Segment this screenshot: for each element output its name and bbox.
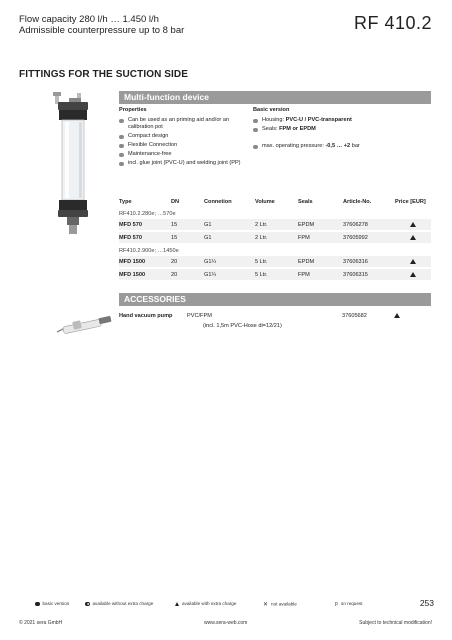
list-item: incl. glue joint (PVC-U) and welding joint (PP) [119, 160, 247, 167]
list-item: Flexible Connection [119, 142, 247, 149]
half-dot-icon [85, 602, 90, 607]
col-price: Price [EUR] [395, 198, 426, 205]
col-article: Article-No. [343, 198, 372, 205]
bullet-icon [119, 162, 124, 167]
col-seals: Seals [298, 198, 313, 205]
multifunction-device-image [47, 88, 99, 238]
table-header [119, 195, 431, 208]
bullet-icon [253, 119, 258, 124]
col-volume: Volume [255, 198, 275, 205]
cross-icon: ✕ [263, 602, 269, 608]
legend-without-charge: available without extra charge [85, 601, 153, 606]
bullet-icon [253, 128, 258, 133]
table-row: MFD 1500 20 G1¼ 5 Ltr. FPM 37606315 [119, 268, 431, 281]
seals-item: Seals: FPM or EPDM [253, 126, 423, 133]
list-item: Compact design [119, 133, 247, 140]
bullet-icon [119, 135, 124, 140]
bullet-icon [119, 144, 124, 149]
product-code: RF 410.2 [353, 13, 432, 33]
product-bar: Multi-function device [119, 91, 431, 104]
accessory-note: (incl. 1,5m PVC-Hose di=12/21) [203, 323, 282, 329]
page-number: 253 [419, 598, 434, 608]
bullet-icon [253, 145, 258, 150]
extra-charge-triangle-icon [410, 259, 416, 264]
table-row: MFD 570 15 G1 2 Ltr. EPDM 37606278 [119, 219, 431, 231]
extra-charge-triangle-icon [410, 235, 416, 240]
extra-charge-triangle-icon [394, 313, 400, 318]
col-type: Type [119, 198, 132, 205]
basic-version-heading: Basic version [253, 107, 290, 113]
housing-item: Housing: PVC-U / PVC-transparent [253, 117, 423, 124]
bullet-icon [119, 119, 124, 124]
accessory-availability [394, 313, 400, 319]
legend-not-available: ✕ not available [263, 601, 297, 608]
accessory-name: Hand vacuum pump [119, 313, 173, 319]
on-request-icon: p [335, 601, 338, 607]
section-title: FITTINGS FOR THE SUCTION SIDE [19, 69, 189, 80]
basic-version-list [253, 117, 423, 152]
properties-heading: Properties [119, 107, 147, 113]
header-counterpressure: Admissible counterpressure up to 8 bar [19, 25, 185, 36]
table-row: MFD 570 15 G1 2 Ltr. FPM 37605992 [119, 231, 431, 244]
pressure-item: max. operating pressure: -0,5 … +2 bar [253, 143, 423, 150]
extra-charge-triangle-icon [410, 272, 416, 277]
header-flow-capacity: Flow capacity 280 l/h … 1.450 l/h [19, 14, 159, 25]
group-label: RF410.2.280e; …570e [119, 210, 176, 217]
footer-disclaimer: Subject to technical modification! [359, 620, 432, 626]
hand-vacuum-pump-image [55, 314, 115, 336]
col-dn: DN [171, 198, 180, 205]
group-label: RF410.2.900e; …1450e [119, 247, 179, 254]
accessory-article-no: 37605682 [342, 313, 367, 319]
accessory-material: PVC/FPM [187, 313, 212, 319]
header-subtitle [19, 14, 184, 36]
footer-website[interactable]: www.sera-web.com [204, 620, 248, 626]
legend [35, 601, 435, 611]
accessories-bar: ACCESSORIES [119, 293, 431, 306]
list-item: Can be used as an priming aid and/or an calibration pot [119, 117, 247, 132]
triangle-icon [175, 602, 179, 606]
extra-charge-triangle-icon [410, 222, 416, 227]
list-item: Maintenance-free [119, 151, 247, 158]
product-table [119, 195, 431, 282]
bullet-icon [119, 153, 124, 158]
footer-copyright: © 2021 sera GmbH [19, 620, 63, 626]
legend-on-request: p on request [335, 601, 363, 607]
table-row: MFD 1500 20 G1¼ 5 Ltr. EPDM 37606316 [119, 256, 431, 268]
filled-dot-icon [35, 602, 40, 607]
legend-basic: basic version [35, 601, 69, 606]
legend-with-charge: available with extra charge [175, 601, 236, 606]
properties-list [119, 117, 247, 169]
col-connection: Connetion [204, 198, 232, 205]
